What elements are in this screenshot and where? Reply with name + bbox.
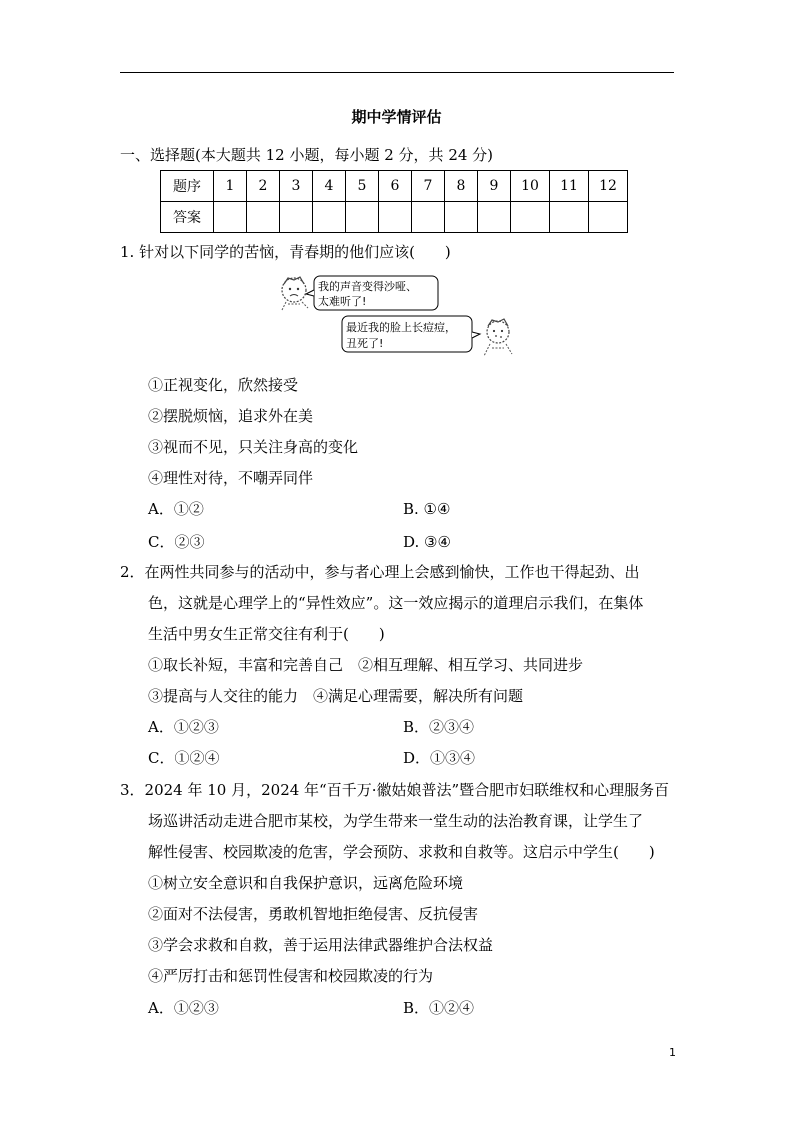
q3-option-b: B．①②④ [403,999,475,1017]
answer-cell[interactable] [550,202,589,233]
header-rule [120,72,674,73]
q1-option-a: A．①② [148,500,204,518]
answer-table-number: 8 [445,171,478,202]
q3-option-a: A．①②③ [148,999,219,1017]
q3-item: ②面对不法侵害，勇敢机智地拒绝侵害、反抗侵害 [148,905,479,923]
bubble2-line2: 丑死了! [346,337,384,350]
bubble1-line1: 我的声音变得沙哑、 [318,280,417,293]
q1-option-b: B. ①④ [403,500,451,518]
answer-table-row-label: 题序 [161,171,214,202]
q2-stem-line: 生活中男女生正常交往有利于( ) [148,625,385,643]
answer-cell[interactable] [589,202,628,233]
answer-table-header-row [161,171,628,202]
answer-cell[interactable] [247,202,280,233]
student-figure-2 [484,319,512,356]
q2-items-line: ③提高与人交往的能力 ④满足心理需要，解决所有问题 [148,687,524,705]
answer-table-number: 7 [412,171,445,202]
answer-cell[interactable] [313,202,346,233]
answer-cell[interactable] [445,202,478,233]
q2-option-a: A．①②③ [148,718,219,736]
q2-option-b: B．②③④ [403,718,475,736]
answer-table-number: 2 [247,171,280,202]
answer-table-number: 5 [346,171,379,202]
q2-option-d: D．①③④ [403,749,476,767]
student-figure-1 [282,277,308,310]
q3-stem-line: 解性侵害、校园欺凌的危害，学会预防、求救和自救等。这启示中学生( ) [148,843,655,861]
q1-item: ②摆脱烦恼，追求外在美 [148,407,314,425]
q3-stem-line: 3．2024 年 10 月，2024 年“百千万·徽姑娘普法”暨合肥市妇联维权和心理服务百 [120,781,670,799]
q2-items-line: ①取长补短，丰富和完善自己 ②相互理解、相互学习、共同进步 [148,656,584,674]
answer-cell[interactable] [346,202,379,233]
answer-cell[interactable] [478,202,511,233]
q2-option-c: C．①②④ [148,749,220,767]
q1-option-c: C．②③ [148,533,205,551]
q1-option-d: D. ③④ [403,533,451,551]
answer-table-number: 6 [379,171,412,202]
page-title: 期中学情评估 [351,108,442,126]
answer-table-number: 10 [511,171,550,202]
q1-item: ①正视变化，欣然接受 [148,376,299,394]
answer-table-number: 4 [313,171,346,202]
answer-cell[interactable] [412,202,445,233]
page-number: 1 [669,1046,676,1059]
answer-table [160,170,628,233]
answer-table-number: 1 [214,171,247,202]
q3-item: ①树立安全意识和自我保护意识，远离危险环境 [148,874,464,892]
q1-cartoon-illustration [276,270,526,362]
speech-bubble-1 [306,276,438,310]
answer-table-number: 11 [550,171,589,202]
bubble1-line2: 太难听了! [318,295,367,308]
q3-item: ④严厉打击和惩罚性侵害和校园欺凌的行为 [148,967,434,985]
answer-table-number: 3 [280,171,313,202]
q1-stem: 1. 针对以下同学的苦恼，青春期的他们应该( ) [120,243,451,261]
answer-table-number: 9 [478,171,511,202]
q3-stem-line: 场巡讲活动走进合肥市某校，为学生带来一堂生动的法治教育课，让学生了 [148,812,644,830]
q3-item: ③学会求救和自救，善于运用法律武器维护合法权益 [148,936,494,954]
answer-cell[interactable] [379,202,412,233]
answer-table-row-label: 答案 [161,202,214,233]
q1-item: ③视而不见，只关注身高的变化 [148,438,359,456]
q2-stem-line: 色，这就是心理学上的“异性效应”。这一效应揭示的道理启示我们，在集体 [148,594,644,612]
answer-table-answer-row [161,202,628,233]
answer-cell[interactable] [511,202,550,233]
q2-stem-line: 2．在两性共同参与的活动中，参与者心理上会感到愉快，工作也干得起劲、出 [120,563,640,581]
answer-table-number: 12 [589,171,628,202]
bubble2-line1: 最近我的脸上长痘痘， [346,321,456,334]
q1-item: ④理性对待，不嘲弄同伴 [148,469,314,487]
speech-bubble-2 [342,316,480,352]
answer-cell[interactable] [280,202,313,233]
answer-cell[interactable] [214,202,247,233]
section-heading: 一、选择题(本大题共 12 小题，每小题 2 分，共 24 分) [120,146,494,164]
